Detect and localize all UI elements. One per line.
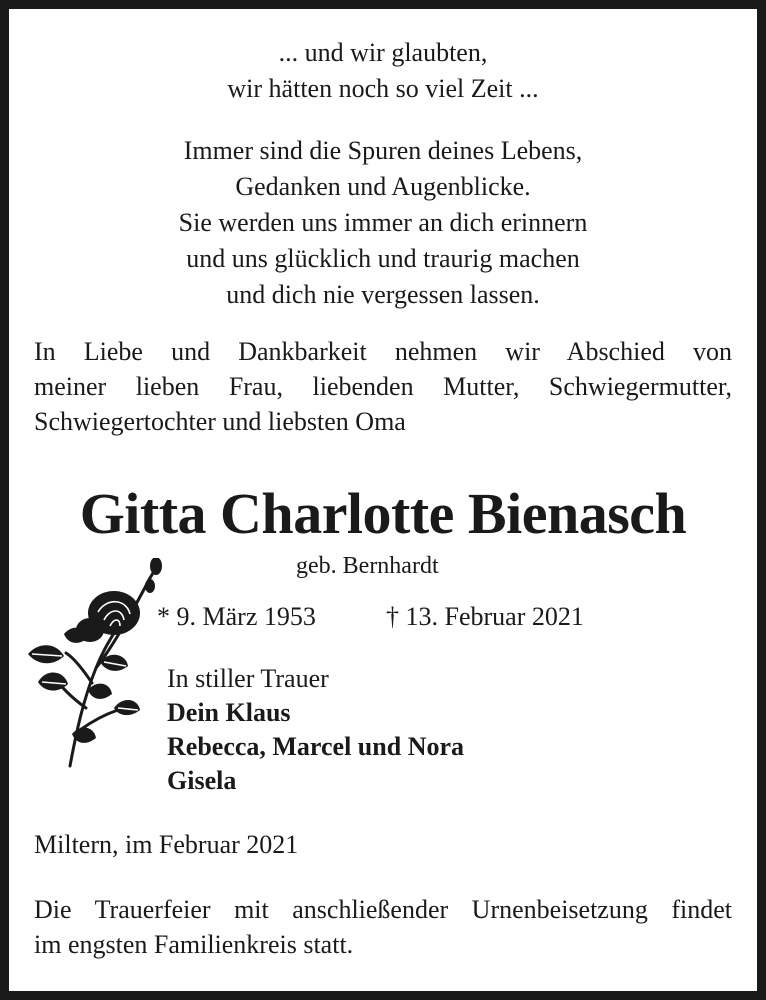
poem-line: Gedanken und Augenblicke. [235, 172, 531, 201]
closing-line: Die Trauerfeier mit anschließender Urnenbeisetzung findet [34, 895, 732, 924]
mourners [167, 662, 464, 798]
poem-line: und dich nie vergessen lassen. [226, 280, 540, 309]
mourner-name: Gisela [167, 766, 237, 795]
mourners-intro: In stiller Trauer [167, 664, 329, 693]
poem-line: und uns glücklich und traurig machen [186, 244, 580, 273]
mourner-name: Dein Klaus [167, 698, 291, 727]
closing-line: im engsten Familienkreis statt. [34, 930, 354, 959]
deceased-name: Gitta Charlotte Bienasch [79, 481, 687, 546]
mourner-name: Rebecca, Marcel und Nora [167, 732, 465, 761]
birth-date: * 9. März 1953 [157, 602, 316, 631]
poem-intro [0, 35, 766, 107]
poem-line: ... und wir glaubten, [278, 38, 488, 67]
poem-main [0, 133, 766, 313]
farewell-line: meiner lieben Frau, liebenden Mutter, Schwiegermutter, [34, 372, 732, 401]
poem-line: wir hätten noch so viel Zeit ... [227, 74, 539, 103]
farewell-text [34, 334, 732, 439]
poem-line: Sie werden uns immer an dich erinnern [178, 208, 588, 237]
farewell-line: In Liebe und Dankbarkeit nehmen wir Abschied von [34, 337, 732, 366]
place-date: Miltern, im Februar 2021 [34, 830, 299, 859]
poem-line: Immer sind die Spuren deines Lebens, [183, 136, 583, 165]
closing-text [34, 892, 732, 962]
rose-icon [22, 558, 172, 773]
maiden-name: geb. Bernhardt [296, 553, 439, 579]
farewell-line: Schwiegertochter und liebsten Oma [34, 407, 406, 436]
death-date: † 13. Februar 2021 [386, 602, 584, 631]
